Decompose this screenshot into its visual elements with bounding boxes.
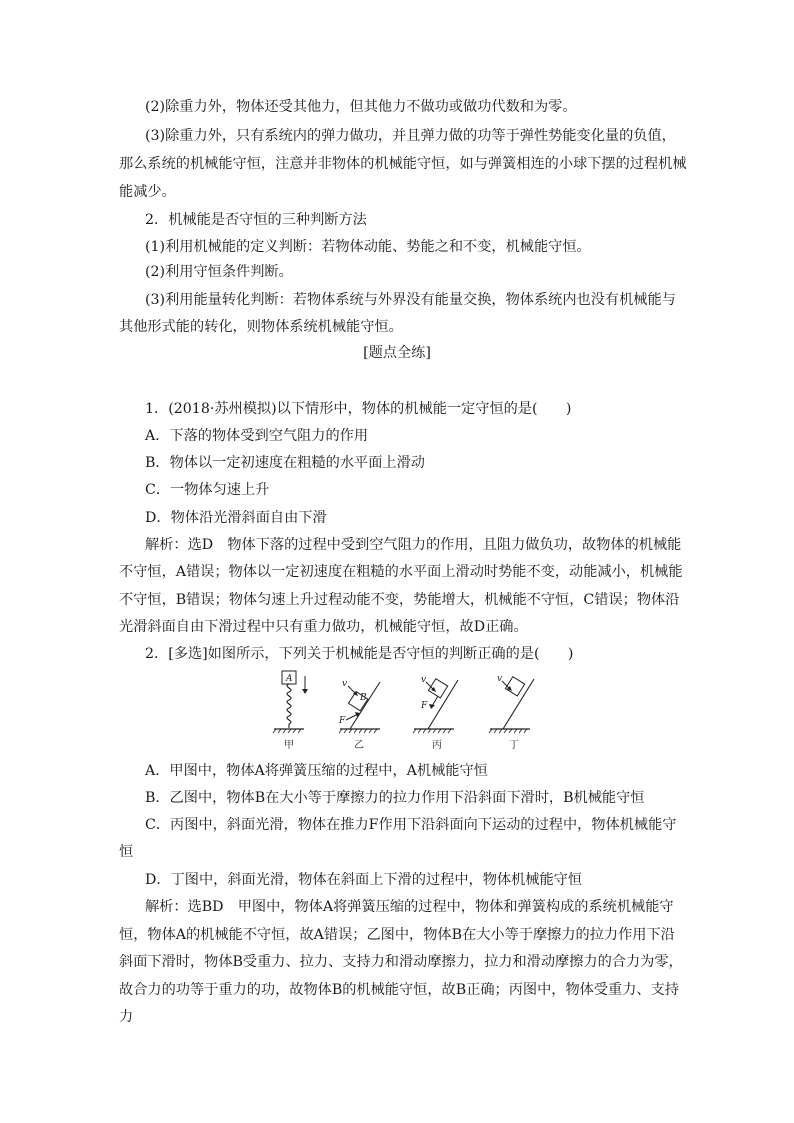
physics-figure [268,668,546,754]
velocity-label: v [421,675,427,685]
option-b: B．物体以一定初速度在粗糙的水平面上滑动 [145,455,425,471]
panel-label-yi: 乙 [354,740,364,751]
question-stem: 1．(2018·苏州模拟)以下情形中，物体的机械能一定守恒的是( ) [145,401,572,417]
option-c: C．一物体匀速上升 [145,482,270,498]
analysis-line: 恒，物体A的机械能不守恒，故A错误；乙图中，物体B在大小等于摩擦力的拉力作用下沿 [119,927,675,943]
arrow-head [302,689,308,694]
option-d: D．丁图中，斜面光滑，物体在斜面上下滑的过程中，物体机械能守恒 [145,872,583,888]
block [505,677,524,696]
block-a-label: A [286,674,293,684]
text-line: 2．机械能是否守恒的三种判断方法 [145,212,367,228]
panel-jia [273,671,308,751]
text-line: 那么系统的机械能守恒，注意并非物体的机械能守恒，如与弹簧相连的小球下摆的过程机械 [119,156,687,172]
velocity-label: v [342,679,348,689]
section-heading: [题点全练] [363,345,431,361]
force-label: F [339,716,346,726]
panel-label-jia: 甲 [284,740,294,751]
option-b: B．乙图中，物体B在大小等于摩擦力的拉力作用下沿斜面下滑时，B机械能守恒 [145,790,645,806]
text-line: (1)利用机械能的定义判断：若物体动能、势能之和不变，机械能守恒。 [145,239,591,255]
text-line: (3)利用能量转化判断：若物体系统与外界没有能量交换，物体系统内也没有机械能与 [145,292,676,308]
analysis-line: 故合力的功等于重力的功，故物体B的机械能守恒，故B正确；丙图中，物体受重力、支持 [119,982,679,998]
panel-label-ding: 丁 [509,740,519,751]
panel-label-bing: 丙 [432,740,442,751]
spring [287,684,291,728]
option-c-continued: 恒 [119,844,134,860]
option-c: C．丙图中，斜面光滑，物体在推力F作用下沿斜面向下运动的过程中，物体机械能守 [145,817,677,833]
option-a: A．下落的物体受到空气阻力的作用 [145,428,369,444]
panel-bing [413,675,458,751]
question-stem: 2．[多选]如图所示，下列关于机械能是否守恒的判断正确的是( ) [145,646,574,662]
analysis-line: 解析：选D 物体下落的过程中受到空气阻力的作用，且阻力做负功，故物体的机械能 [145,537,682,553]
analysis-line: 斜面下滑时，物体B受重力、拉力、支持力和滑动摩擦力，拉力和滑动摩擦力的合力为零， [119,954,683,970]
text-line: 能减少。 [119,184,176,200]
block [428,679,447,698]
block-b-label: B [360,693,367,703]
text-line: (2)除重力外，物体还受其他力，但其他力不做功或做功代数和为零。 [145,99,577,115]
text-line: (3)除重力外，只有系统内的弹力做功，并且弹力做的功等于弹性势能变化量的负值， [145,128,676,144]
analysis-line: 解析：选BD 甲图中，物体A将弹簧压缩的过程中，物体和弹簧构成的系统机械能守 [145,899,674,915]
option-d: D．物体沿光滑斜面自由下滑 [145,510,327,526]
option-a: A．甲图中，物体A将弹簧压缩的过程中，A机械能守恒 [145,763,488,779]
panel-yi [338,679,380,751]
analysis-line: 不守恒，B错误；物体匀速上升过程动能不变，势能增大，机械能不守恒，C错误；物体沿 [119,592,680,608]
force-label: F [421,701,428,711]
panel-ding [489,674,534,751]
velocity-label: v [497,674,503,684]
analysis-line: 力 [119,1009,134,1025]
text-line: 其他形式能的转化，则物体系统机械能守恒。 [119,319,403,335]
analysis-line: 光滑斜面自由下滑过程中只有重力做功，机械能守恒，故D正确。 [119,619,528,635]
analysis-line: 不守恒，A错误；物体以一定初速度在粗糙的水平面上滑动时势能不变，动能减小，机械能 [119,564,683,580]
force-arrow [432,696,438,706]
text-line: (2)利用守恒条件判断。 [145,264,293,280]
